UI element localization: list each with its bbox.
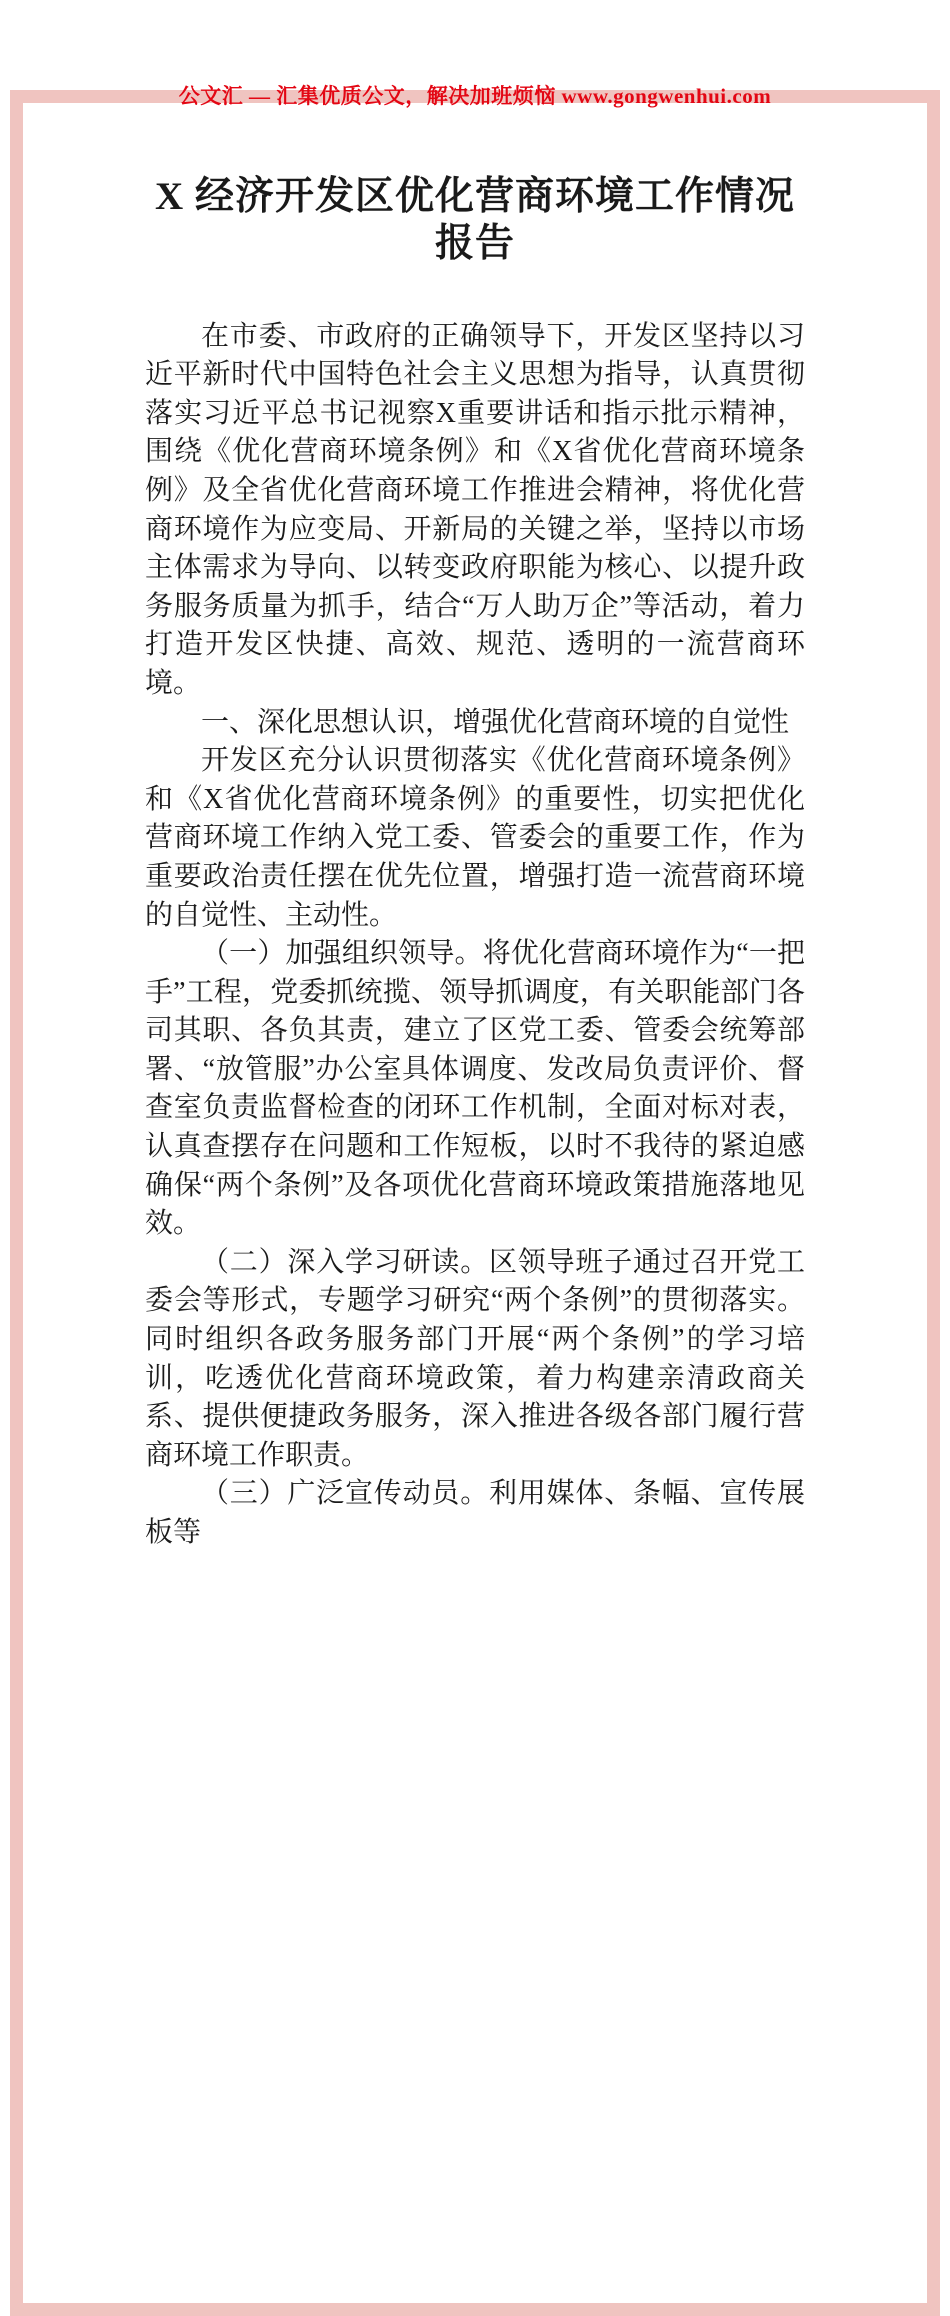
paragraph-item-2: （二）深入学习研读。区领导班子通过召开党工委会等形式，专题学习研究“两个条例”的贯彻落实。同时组织各政务服务部门开展“两个条例”的学习培训，吃透优化营商环境政策，着力构建亲清政商关系、提供便捷政务服务，深入推进各级各部门履行营商环境工作职责。	[145, 1246, 805, 1471]
paragraph-item-1: （一）加强组织领导。将优化营商环境作为“一把手”工程，党委抓统揽、领导抓调度，有关职能部门各司其职、各负其责，建立了区党工委、管委会统筹部署、“放管服”办公室具体调度、发改局负责评价、督查室负责监督检查的闭环工作机制，全面对标对表，认真查摆存在问题和工作短板，以时不我待的紧迫感确保“两个条例”及各项优化营商环境政策措施落地见效。	[145, 938, 805, 1240]
document-page	[0, 80, 950, 1553]
section-heading-1: 一、深化思想认识，增强优化营商环境的自觉性	[201, 706, 790, 738]
paragraph-intro: 在市委、市政府的正确领导下，开发区坚持以习近平新时代中国特色社会主义思想为指导，认真贯彻落实习近平总书记视察X重要讲话和指示批示精神，围绕《优化营商环境条例》和《X省优化营商环境条例》及全省优化营商环境工作推进会精神，将优化营商环境作为应变局、开新局的关键之举，坚持以市场主体需求为导向、以转变政府职能为核心、以提升政务服务质量为抓手，结合“万人助万企”等活动，着力打造开发区快捷、高效、规范、透明的一流营商环境。	[145, 320, 805, 699]
paragraph-item-3: （三）广泛宣传动员。利用媒体、条幅、宣传展板等	[145, 1478, 805, 1548]
paragraph-section-1-intro: 开发区充分认识贯彻落实《优化营商环境条例》和《X省优化营商环境条例》的重要性，切实把优化营商环境工作纳入党工委、管委会的重要工作，作为重要政治责任摆在优先位置，增强打造一流营商环境的自觉性、主动性。	[145, 745, 805, 931]
document-title: X 经济开发区优化营商环境工作情况报告	[155, 175, 795, 265]
document-body	[145, 318, 805, 1553]
site-watermark-header: 公文汇 — 汇集优质公文，解决加班烦恼 www.gongwenhui.com	[178, 84, 772, 108]
